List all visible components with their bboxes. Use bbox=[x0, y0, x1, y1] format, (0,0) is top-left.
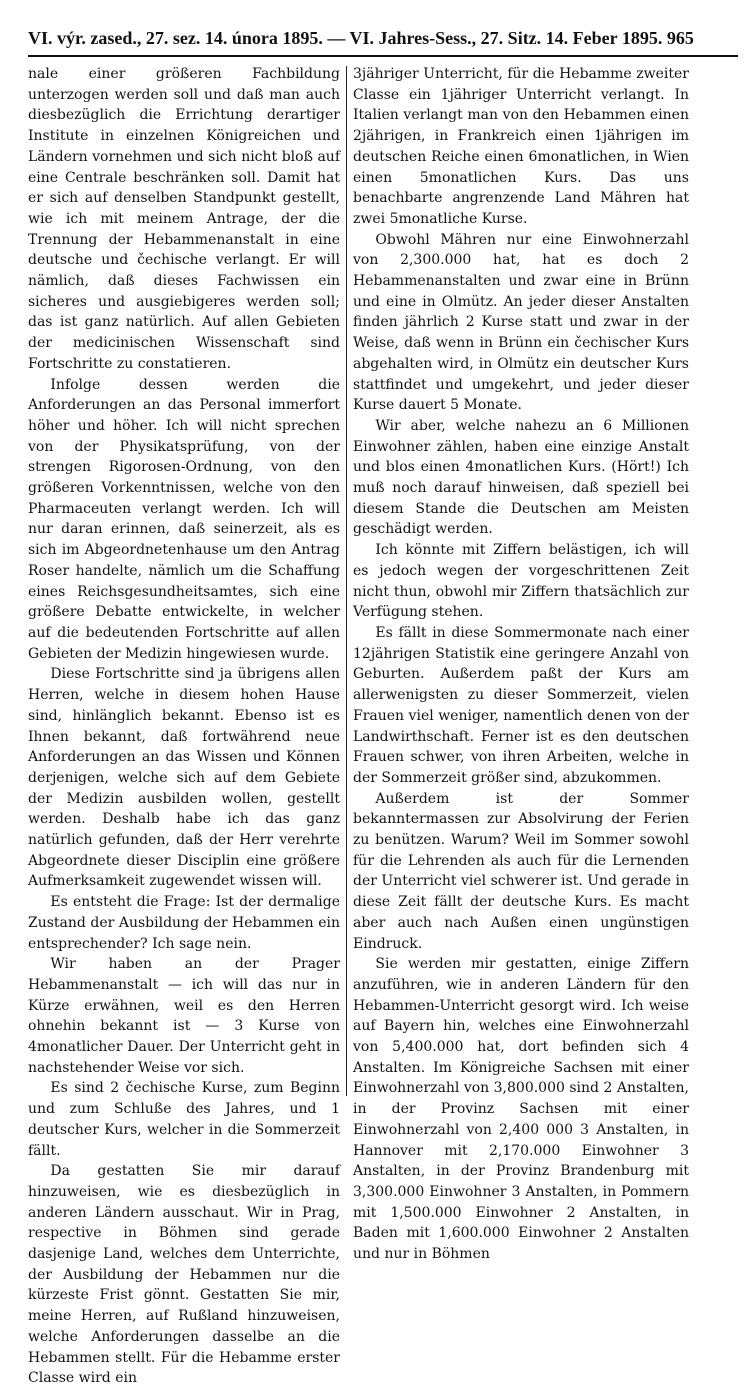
paragraph: Obwohl Mähren nur eine Einwohnerzahl von 2,300.000 hat, hat es doch 2 Hebammenanstalten und zwar eine in Brünn und eine in Olmütz. An jeder dieser Anstalten finden jährlich 2 Kurse statt und zwar in der Weise, daß wenn in Brünn ein čechischer Kurs abgehalten wird, in Olmütz ein deutscher Kurs stattfindet und umgekehrt, und jeder dieser Kurse dauert 5 Monate. bbox=[353, 231, 689, 414]
paragraph: Infolge dessen werden die Anforderungen an das Personal immerfort höher und höher. Ich will nicht sprechen von der Physikatsprüfung, von der strengen Rigorosen-Ordnung, von den größeren Vorkenntnissen, welche von den Pharmaceuten verlangt werden. Ich will nur daran erinnen, daß seinerzeit, als es sich im Abgeordnetenhause um den Antrag Roser handelte, nämlich um die Schaffung eines Reichsgesundheitsamtes, sich eine größere Debatte entwickelte, in welcher auf die bedeutenden Fortschritte auf allen Gebieten der Medizin hingewiesen wurde. bbox=[28, 376, 340, 662]
paragraph: 3jähriger Unterricht, für die Hebamme zweiter Classe ein 1jähriger Unterricht verlangt. In Italien verlangt man von den Hebammen einen 2jährigen, in Frankreich einen 1jährigen im deutschen Reiche einen 6monatlichen, in Wien einen 5monatlichen Kurs. Das uns benachbarte angrenzende Land Mähren hat zwei 5monatliche Kurse. bbox=[353, 66, 689, 227]
paragraph: nale einer größeren Fachbildung unterzogen werden soll und daß man auch diesbezüglich die Errichtung derartiger Institute in einzelnen Königreichen und Ländern vornehmen und sich nicht bloß auf eine Centrale beschränken soll. Damit hat er sich auf denselben Standpunkt gestellt, wie ich mit meinem Antrage, der die Trennung der Hebammenanstalt in eine deutsche und čechische verlangt. Er will nämlich, daß dieses Fachwissen ein sicheres und ausgiebigeres werden soll; das ist ganz natürlich. Auf allen Gebieten der medicinischen Wissenschaft sind Fortschritte zu constatieren. bbox=[28, 66, 340, 372]
paragraph: Sie werden mir gestatten, einige Ziffern anzuführen, wie in anderen Ländern für den Hebammen-Unterricht gesorgt wird. Ich weise auf Bayern hin, welches eine Einwohnerzahl von 5,400.000 hat, dort befinden sich 4 Anstalten. Im Königreiche Sachsen mit einer Einwohnerzahl von 3,800.000 sind 2 Anstalten, in der Provinz Sachsen mit einer Einwohnerzahl von 2,400 000 3 Anstalten, in Hannover mit 2,170.000 Einwohner 3 Anstalten, in der Provinz Brandenburg mit 3,300.000 Einwohner 3 Anstalten, in Pommern mit 1,500.000 Einwohner 2 Anstalten, in Baden mit 1,600.000 Einwohner 2 Anstalten und nur in Böhmen bbox=[353, 956, 689, 1263]
paragraph: Außerdem ist der Sommer bekanntermassen zur Absolvirung der Ferien zu benützen. Warum? Weil im Sommer sowohl für die Lehrenden als auch für die Lernenden der Unterricht viel schwerer ist. Und gerade in diese Zeit fällt der deutsche Kurs. Es macht aber auch nach Außen einen ungünstigen Eindruck. bbox=[353, 790, 689, 952]
page-header: VI. výr. zased., 27. sez. 14. února 1895. — VI. Jahres-Sess., 27. Sitz. 14. Feber 1895. 965 bbox=[28, 28, 694, 48]
paragraph: Da gestatten Sie mir darauf hinzuweisen, wie es diesbezüglich in anderen Ländern ausschaut. Wir in Prag, respective in Böhmen sind gerade dasjenige Land, welches dem Unterrichte, der Ausbildung der Hebammen nur die kürzeste Frist gönnt. Gestatten Sie mir, meine Herren, auf Rußland hinzuweisen, welche Anforderungen dasselbe an die Hebammen stellt. Für die Hebamme erster Classe wird ein bbox=[28, 1163, 340, 1387]
right-column bbox=[353, 64, 689, 1263]
paragraph: Es fällt in diese Sommermonate nach einer 12jährigen Statistik eine geringere Anzahl von Geburten. Außerdem paßt der Kurs am allerwenigsten zu dieser Sommerzeit, vielen Frauen viel weniger, namentlich denen von der Landwirthschaft. Ferner ist es den deutschen Frauen schwer, von ihren Arbeiten, welche in der Sommerzeit größer sind, abzukommen. bbox=[353, 624, 689, 786]
paragraph: Diese Fortschritte sind ja übrigens allen Herren, welche in diesem hohen Hause sind, hinlänglich bekannt. Ebenso ist es Ihnen bekannt, daß fortwährend neue Anforderungen an das Wissen und Können derjenigen, welche sich auf dem Gebiete der Medizin ausbilden wollen, gestellt werden. Deshalb habe ich das ganz natürlich gefunden, daß der Herr verehrte Abgeordnete dieser Disciplin eine größere Aufmerksamkeit zugewendet wissen will. bbox=[28, 666, 340, 890]
paragraph: Ich könnte mit Ziffern belästigen, ich will es jedoch wegen der vorgeschrittenen Zeit nicht thun, obwohl mir Ziffern thatsächlich zur Verfügung stehen. bbox=[353, 542, 689, 621]
paragraph: Wir haben an der Prager Hebammenanstalt — ich will das nur in Kürze erwähnen, weil es den Herren ohnehin bekannt ist — 3 Kurse von 4monatlicher Dauer. Der Unterricht geht in nachstehender Weise vor sich. bbox=[28, 956, 340, 1076]
column-divider bbox=[346, 66, 347, 1096]
paragraph: Wir aber, welche nahezu an 6 Millionen Einwohner zählen, haben eine einzige Anstalt und blos einen 4monatlichen Kurs. (Hört!) Ich muß noch darauf hinweisen, daß speziell bei diesem Stande die Deutschen am Meisten geschädigt werden. bbox=[353, 417, 689, 538]
paragraph: Es sind 2 čechische Kurse, zum Beginn und zum Schluße des Jahres, und 1 deutscher Kurs, welcher in die Sommerzeit fällt. bbox=[28, 1080, 340, 1159]
header-rule bbox=[28, 55, 738, 57]
left-column bbox=[28, 64, 340, 1387]
paragraph: Es entsteht die Frage: Ist der dermalige Zustand der Ausbildung der Hebammen ein entsprechender? Ich sage nein. bbox=[28, 894, 340, 952]
